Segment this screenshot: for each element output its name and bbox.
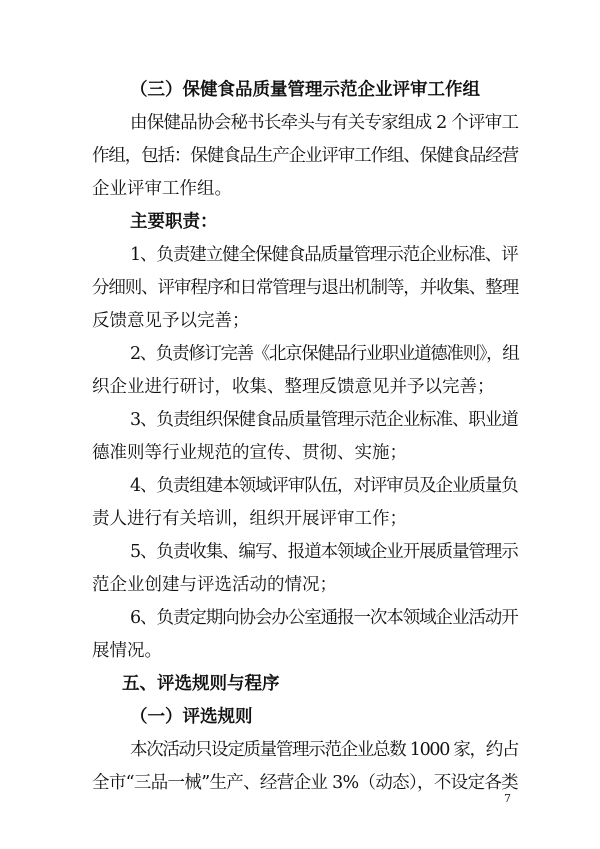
text-line: （三）保健食品质量管理示范企业评审工作组 [130,80,480,100]
text-line: 全市“三品一械”生产、经营企业 3%（动态），不设定各类 [92,773,518,793]
text-line: 五、评选规则与程序 [122,674,280,694]
text-line: 2、负责修订完善《北京保健品行业职业道德准则》，组 [130,344,519,364]
text-line: 反馈意见予以完善； [92,311,250,331]
text-line: 织企业进行研讨，收集、整理反馈意见并予以完善； [92,377,495,397]
text-line: （一）评选规则 [130,707,253,727]
text-line: 本次活动只设定质量管理示范企业总数 1000 家，约占 [130,740,519,760]
text-line: 分细则、评审程序和日常管理与退出机制等，并收集、整理 [92,278,518,298]
text-line: 4、负责组建本领域评审队伍，对评审员及企业质量负 [130,476,518,496]
text-line: 展情况。 [92,641,162,661]
text-line: 德准则等行业规范的宣传、贯彻、实施； [92,443,407,463]
text-line: 企业评审工作组。 [92,179,232,199]
text-line: 6、负责定期向协会办公室通报一次本领域企业活动开 [130,608,518,628]
text-line: 1、负责建立健全保健食品质量管理示范企业标准、评 [130,245,518,265]
text-line: 5、负责收集、编写、报道本领域企业开展质量管理示 [130,542,518,562]
text-line: 作组，包括：保健食品生产企业评审工作组、保健食品经营 [92,146,518,166]
text-line: 3、负责组织保健食品质量管理示范企业标准、职业道 [130,410,518,430]
page-number: 7 [504,792,511,805]
text-line: 责人进行有关培训，组织开展评审工作； [92,509,407,529]
text-line: 主要职责： [130,212,218,232]
text-line: 范企业创建与评选活动的情况； [92,575,337,595]
text-line: 由保健品协会秘书长牵头与有关专家组成 2 个评审工 [130,113,519,133]
